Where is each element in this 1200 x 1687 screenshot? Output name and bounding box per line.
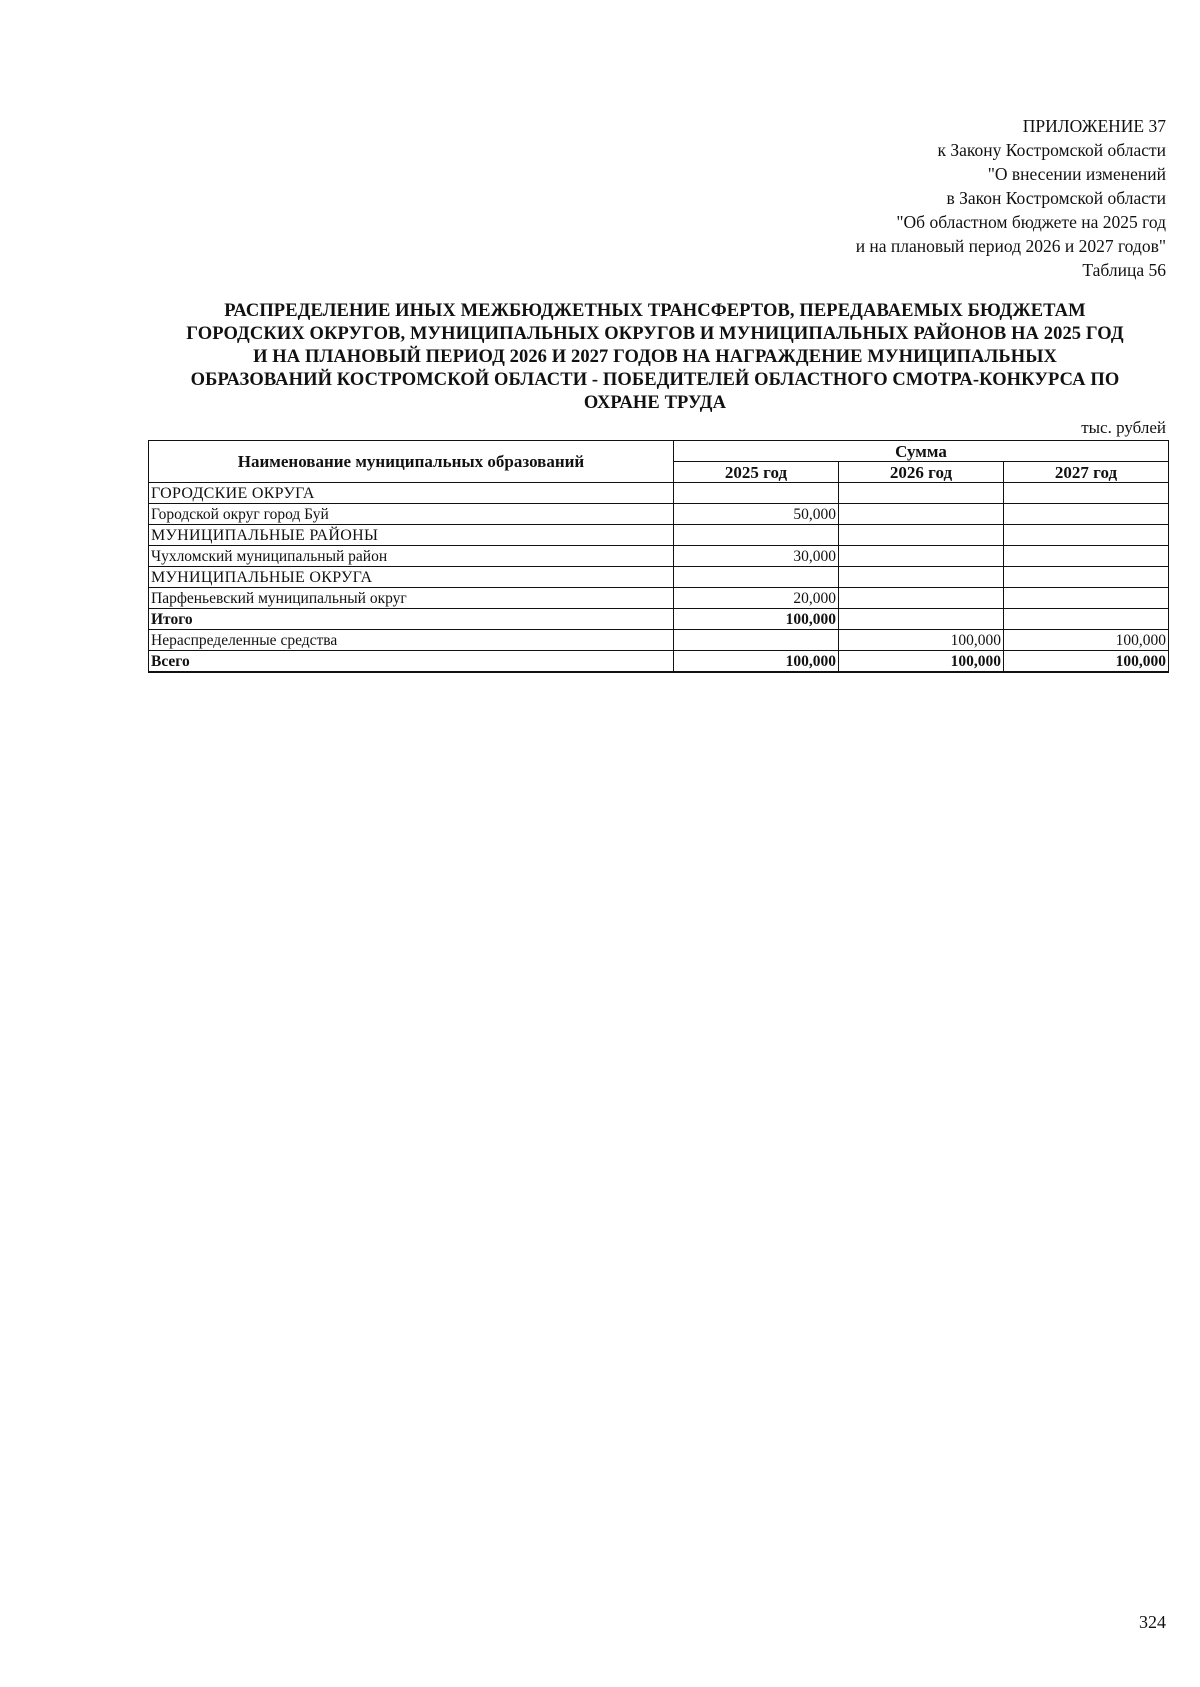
value-cell-2027: 100,000	[1004, 630, 1169, 651]
table-row	[149, 588, 1169, 609]
value-cell-2025: 50,000	[674, 504, 839, 525]
section-cell: МУНИЦИПАЛЬНЫЕ ОКРУГА	[149, 567, 674, 588]
title-line: РАСПРЕДЕЛЕНИЕ ИНЫХ МЕЖБЮДЖЕТНЫХ ТРАНСФЕРТОВ, ПЕРЕДАВАЕМЫХ БЮДЖЕТАМ	[224, 301, 1086, 321]
column-header-sum: Сумма	[674, 441, 1169, 462]
appendix-line: и на плановый период 2026 и 2027 годов"	[855, 236, 1166, 256]
value-cell-2026: 100,000	[839, 651, 1004, 673]
value-cell-2026	[839, 567, 1004, 588]
name-cell: Чухломский муниципальный район	[149, 546, 674, 567]
value-cell-2025: 20,000	[674, 588, 839, 609]
table-row	[149, 504, 1169, 525]
value-cell-2026	[839, 483, 1004, 504]
appendix-header	[856, 114, 1166, 282]
table-row	[149, 567, 1169, 588]
value-cell-2026	[839, 546, 1004, 567]
value-cell-2026	[839, 504, 1004, 525]
table-row	[149, 630, 1169, 651]
column-header-name: Наименование муниципальных образований	[149, 441, 674, 483]
appendix-line: ПРИЛОЖЕНИЕ 37	[1022, 116, 1166, 136]
value-cell-2027	[1004, 567, 1169, 588]
document-title	[140, 300, 1170, 415]
value-cell-2025	[674, 630, 839, 651]
value-cell-2025	[674, 567, 839, 588]
value-cell-2027: 100,000	[1004, 651, 1169, 673]
table-row	[149, 546, 1169, 567]
value-cell-2027	[1004, 588, 1169, 609]
page-number: 324	[1139, 1612, 1166, 1632]
title-line: ОБРАЗОВАНИЙ КОСТРОМСКОЙ ОБЛАСТИ - ПОБЕДИТЕЛЕЙ ОБЛАСТНОГО СМОТРА-КОНКУРСА ПО	[190, 370, 1120, 390]
value-cell-2025	[674, 483, 839, 504]
units-label: тыс. рублей	[1081, 418, 1166, 437]
value-cell-2026	[839, 588, 1004, 609]
title-line: И НА ПЛАНОВЫЙ ПЕРИОД 2026 И 2027 ГОДОВ НА НАГРАЖДЕНИЕ МУНИЦИПАЛЬНЫХ	[253, 347, 1057, 367]
value-cell-2025: 100,000	[674, 651, 839, 673]
value-cell-2026	[839, 609, 1004, 630]
value-cell-2027	[1004, 609, 1169, 630]
value-cell-2027	[1004, 525, 1169, 546]
value-cell-2025	[674, 525, 839, 546]
name-cell: Итого	[149, 609, 674, 630]
section-cell: МУНИЦИПАЛЬНЫЕ РАЙОНЫ	[149, 525, 674, 546]
value-cell-2025: 100,000	[674, 609, 839, 630]
name-cell: Парфеньевский муниципальный округ	[149, 588, 674, 609]
value-cell-2027	[1004, 546, 1169, 567]
value-cell-2027	[1004, 504, 1169, 525]
table-row	[149, 483, 1169, 504]
appendix-line: "О внесении изменений	[987, 164, 1166, 184]
table-row	[149, 525, 1169, 546]
transfers-table	[148, 440, 1169, 673]
appendix-line: в Закон Костромской области	[946, 188, 1166, 208]
title-line: ГОРОДСКИХ ОКРУГОВ, МУНИЦИПАЛЬНЫХ ОКРУГОВ И МУНИЦИПАЛЬНЫХ РАЙОНОВ НА 2025 ГОД	[186, 324, 1124, 344]
value-cell-2026	[839, 525, 1004, 546]
column-header-2027: 2027 год	[1004, 462, 1169, 483]
value-cell-2027	[1004, 483, 1169, 504]
appendix-line: "Об областном бюджете на 2025 год	[896, 212, 1166, 232]
appendix-line: к Закону Костромской области	[937, 140, 1166, 160]
table-number: Таблица 56	[1082, 260, 1166, 280]
column-header-2026: 2026 год	[839, 462, 1004, 483]
name-cell: Городской округ город Буй	[149, 504, 674, 525]
column-header-2025: 2025 год	[674, 462, 839, 483]
section-cell: ГОРОДСКИЕ ОКРУГА	[149, 483, 674, 504]
value-cell-2025: 30,000	[674, 546, 839, 567]
title-line: ОХРАНЕ ТРУДА	[583, 393, 727, 413]
subtotal-row	[149, 609, 1169, 630]
total-row	[149, 651, 1169, 673]
value-cell-2026: 100,000	[839, 630, 1004, 651]
name-cell: Нераспределенные средства	[149, 630, 674, 651]
name-cell: Всего	[149, 651, 674, 673]
